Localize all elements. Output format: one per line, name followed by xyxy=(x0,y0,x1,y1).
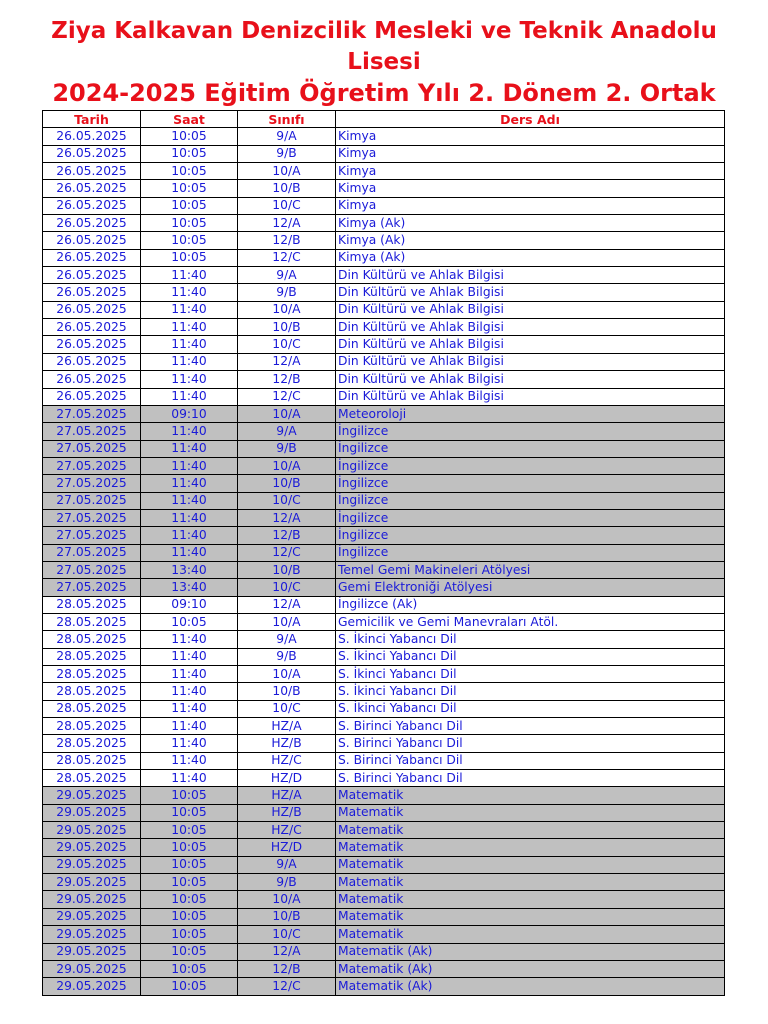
cell-class: 10/A xyxy=(238,613,336,630)
cell-class: 10/B xyxy=(238,561,336,578)
cell-date: 27.05.2025 xyxy=(43,509,141,526)
cell-date: 28.05.2025 xyxy=(43,596,141,613)
table-row xyxy=(43,509,725,526)
cell-date: 26.05.2025 xyxy=(43,353,141,370)
cell-date: 29.05.2025 xyxy=(43,787,141,804)
table-row xyxy=(43,908,725,925)
cell-time: 11:40 xyxy=(141,353,238,370)
cell-date: 27.05.2025 xyxy=(43,440,141,457)
cell-time: 11:40 xyxy=(141,336,238,353)
table-row xyxy=(43,683,725,700)
cell-time: 11:40 xyxy=(141,492,238,509)
table-row xyxy=(43,371,725,388)
cell-class: 10/A xyxy=(238,666,336,683)
cell-course: Matematik xyxy=(336,822,725,839)
header-time: Saat xyxy=(141,111,238,128)
cell-time: 10:05 xyxy=(141,874,238,891)
cell-class: 9/B xyxy=(238,648,336,665)
cell-time: 11:40 xyxy=(141,267,238,284)
table-row xyxy=(43,561,725,578)
cell-class: 10/C xyxy=(238,579,336,596)
table-row xyxy=(43,405,725,422)
cell-time: 11:40 xyxy=(141,683,238,700)
cell-course: Matematik xyxy=(336,926,725,943)
cell-date: 28.05.2025 xyxy=(43,666,141,683)
cell-class: 12/C xyxy=(238,388,336,405)
cell-date: 29.05.2025 xyxy=(43,822,141,839)
cell-date: 27.05.2025 xyxy=(43,423,141,440)
cell-date: 26.05.2025 xyxy=(43,249,141,266)
cell-course: İngilizce xyxy=(336,509,725,526)
cell-course: Matematik (Ak) xyxy=(336,978,725,995)
cell-course: Din Kültürü ve Ahlak Bilgisi xyxy=(336,353,725,370)
cell-course: Matematik xyxy=(336,804,725,821)
cell-time: 11:40 xyxy=(141,770,238,787)
cell-course: İngilizce xyxy=(336,440,725,457)
cell-time: 10:05 xyxy=(141,978,238,995)
cell-date: 26.05.2025 xyxy=(43,371,141,388)
cell-course: Gemi Elektroniği Atölyesi xyxy=(336,579,725,596)
cell-time: 11:40 xyxy=(141,752,238,769)
cell-class: 10/A xyxy=(238,891,336,908)
cell-time: 11:40 xyxy=(141,475,238,492)
cell-class: HZ/D xyxy=(238,770,336,787)
cell-class: 9/A xyxy=(238,631,336,648)
table-row xyxy=(43,960,725,977)
cell-time: 11:40 xyxy=(141,718,238,735)
table-row xyxy=(43,891,725,908)
cell-course: Matematik xyxy=(336,874,725,891)
cell-course: Kimya xyxy=(336,163,725,180)
cell-time: 11:40 xyxy=(141,631,238,648)
cell-class: HZ/A xyxy=(238,787,336,804)
cell-course: Kimya (Ak) xyxy=(336,232,725,249)
table-row xyxy=(43,180,725,197)
exam-schedule-table xyxy=(42,110,725,996)
table-row xyxy=(43,666,725,683)
cell-course: Matematik xyxy=(336,856,725,873)
cell-time: 11:40 xyxy=(141,527,238,544)
cell-date: 29.05.2025 xyxy=(43,804,141,821)
table-row xyxy=(43,319,725,336)
cell-class: 12/C xyxy=(238,249,336,266)
cell-class: 9/B xyxy=(238,145,336,162)
cell-date: 29.05.2025 xyxy=(43,908,141,925)
cell-time: 11:40 xyxy=(141,423,238,440)
cell-class: 10/A xyxy=(238,301,336,318)
cell-date: 26.05.2025 xyxy=(43,284,141,301)
cell-date: 27.05.2025 xyxy=(43,544,141,561)
cell-course: Matematik (Ak) xyxy=(336,960,725,977)
cell-date: 26.05.2025 xyxy=(43,128,141,145)
table-row xyxy=(43,336,725,353)
cell-class: HZ/C xyxy=(238,822,336,839)
cell-course: Meteoroloji xyxy=(336,405,725,422)
cell-date: 28.05.2025 xyxy=(43,718,141,735)
cell-class: 10/B xyxy=(238,475,336,492)
table-row xyxy=(43,197,725,214)
table-row xyxy=(43,752,725,769)
cell-course: S. İkinci Yabancı Dil xyxy=(336,683,725,700)
cell-date: 26.05.2025 xyxy=(43,163,141,180)
table-row xyxy=(43,457,725,474)
cell-class: 9/A xyxy=(238,267,336,284)
cell-class: 10/B xyxy=(238,908,336,925)
table-row xyxy=(43,770,725,787)
cell-class: 10/B xyxy=(238,180,336,197)
cell-class: 9/B xyxy=(238,440,336,457)
cell-course: Gemicilik ve Gemi Manevraları Atöl. xyxy=(336,613,725,630)
cell-date: 28.05.2025 xyxy=(43,631,141,648)
cell-class: 12/B xyxy=(238,527,336,544)
cell-course: İngilizce xyxy=(336,544,725,561)
cell-course: S. İkinci Yabancı Dil xyxy=(336,700,725,717)
cell-course: Matematik xyxy=(336,891,725,908)
table-row xyxy=(43,353,725,370)
cell-time: 10:05 xyxy=(141,180,238,197)
table-row xyxy=(43,856,725,873)
cell-date: 28.05.2025 xyxy=(43,700,141,717)
cell-time: 11:40 xyxy=(141,457,238,474)
cell-date: 29.05.2025 xyxy=(43,839,141,856)
cell-date: 28.05.2025 xyxy=(43,683,141,700)
cell-course: S. Birinci Yabancı Dil xyxy=(336,718,725,735)
cell-course: S. Birinci Yabancı Dil xyxy=(336,752,725,769)
cell-time: 11:40 xyxy=(141,544,238,561)
cell-time: 10:05 xyxy=(141,215,238,232)
cell-class: 10/B xyxy=(238,683,336,700)
cell-course: S. Birinci Yabancı Dil xyxy=(336,770,725,787)
cell-course: İngilizce xyxy=(336,492,725,509)
table-row xyxy=(43,475,725,492)
cell-class: 12/B xyxy=(238,960,336,977)
cell-time: 10:05 xyxy=(141,891,238,908)
table-body xyxy=(43,128,725,995)
cell-class: 10/B xyxy=(238,319,336,336)
table-row xyxy=(43,943,725,960)
header-row xyxy=(43,111,725,128)
cell-date: 28.05.2025 xyxy=(43,648,141,665)
table-row xyxy=(43,822,725,839)
cell-time: 10:05 xyxy=(141,926,238,943)
cell-time: 11:40 xyxy=(141,371,238,388)
cell-date: 29.05.2025 xyxy=(43,926,141,943)
cell-time: 11:40 xyxy=(141,666,238,683)
cell-course: Kimya xyxy=(336,128,725,145)
cell-class: HZ/B xyxy=(238,735,336,752)
header-course: Ders Adı xyxy=(336,111,725,128)
table-row xyxy=(43,492,725,509)
cell-course: Matematik (Ak) xyxy=(336,943,725,960)
cell-class: 10/A xyxy=(238,457,336,474)
cell-date: 29.05.2025 xyxy=(43,874,141,891)
table-row xyxy=(43,839,725,856)
header-class: Sınıfı xyxy=(238,111,336,128)
cell-course: S. İkinci Yabancı Dil xyxy=(336,648,725,665)
cell-time: 10:05 xyxy=(141,163,238,180)
cell-course: Kimya xyxy=(336,197,725,214)
table-row xyxy=(43,215,725,232)
cell-date: 29.05.2025 xyxy=(43,891,141,908)
cell-time: 11:40 xyxy=(141,388,238,405)
table-row xyxy=(43,163,725,180)
cell-course: İngilizce xyxy=(336,475,725,492)
cell-course: Din Kültürü ve Ahlak Bilgisi xyxy=(336,284,725,301)
cell-date: 26.05.2025 xyxy=(43,197,141,214)
cell-class: 9/B xyxy=(238,874,336,891)
cell-date: 29.05.2025 xyxy=(43,943,141,960)
table-row xyxy=(43,631,725,648)
cell-time: 10:05 xyxy=(141,232,238,249)
table-row xyxy=(43,648,725,665)
cell-class: HZ/D xyxy=(238,839,336,856)
cell-date: 27.05.2025 xyxy=(43,579,141,596)
cell-time: 10:05 xyxy=(141,145,238,162)
cell-course: Din Kültürü ve Ahlak Bilgisi xyxy=(336,371,725,388)
cell-time: 10:05 xyxy=(141,839,238,856)
cell-date: 28.05.2025 xyxy=(43,752,141,769)
cell-course: Matematik xyxy=(336,787,725,804)
cell-time: 10:05 xyxy=(141,613,238,630)
cell-course: Kimya xyxy=(336,180,725,197)
cell-course: Kimya (Ak) xyxy=(336,215,725,232)
table-row xyxy=(43,926,725,943)
cell-class: 12/A xyxy=(238,215,336,232)
cell-course: Din Kültürü ve Ahlak Bilgisi xyxy=(336,388,725,405)
cell-time: 13:40 xyxy=(141,579,238,596)
cell-class: 10/C xyxy=(238,492,336,509)
cell-course: İngilizce xyxy=(336,423,725,440)
cell-class: 9/A xyxy=(238,856,336,873)
cell-time: 10:05 xyxy=(141,856,238,873)
cell-time: 11:40 xyxy=(141,648,238,665)
cell-date: 28.05.2025 xyxy=(43,735,141,752)
cell-class: 12/B xyxy=(238,371,336,388)
cell-time: 09:10 xyxy=(141,596,238,613)
table-row xyxy=(43,423,725,440)
cell-class: 12/A xyxy=(238,596,336,613)
cell-date: 26.05.2025 xyxy=(43,232,141,249)
cell-time: 11:40 xyxy=(141,700,238,717)
table-row xyxy=(43,301,725,318)
cell-course: S. İkinci Yabancı Dil xyxy=(336,631,725,648)
cell-class: 12/A xyxy=(238,509,336,526)
table-row xyxy=(43,544,725,561)
cell-class: 10/A xyxy=(238,163,336,180)
cell-course: Din Kültürü ve Ahlak Bilgisi xyxy=(336,319,725,336)
table-row xyxy=(43,579,725,596)
cell-date: 29.05.2025 xyxy=(43,960,141,977)
page-title-line2: Lisesi xyxy=(347,49,421,75)
cell-date: 26.05.2025 xyxy=(43,301,141,318)
cell-course: Kimya (Ak) xyxy=(336,249,725,266)
cell-date: 27.05.2025 xyxy=(43,492,141,509)
table-row xyxy=(43,284,725,301)
table-row xyxy=(43,145,725,162)
cell-class: 9/A xyxy=(238,128,336,145)
table-row xyxy=(43,232,725,249)
cell-course: S. İkinci Yabancı Dil xyxy=(336,666,725,683)
cell-date: 27.05.2025 xyxy=(43,405,141,422)
cell-time: 10:05 xyxy=(141,943,238,960)
cell-date: 26.05.2025 xyxy=(43,319,141,336)
cell-class: 10/C xyxy=(238,336,336,353)
table-row xyxy=(43,874,725,891)
cell-class: 9/B xyxy=(238,284,336,301)
cell-time: 10:05 xyxy=(141,197,238,214)
table-row xyxy=(43,440,725,457)
cell-class: 12/B xyxy=(238,232,336,249)
cell-date: 26.05.2025 xyxy=(43,145,141,162)
page-title-line1: Ziya Kalkavan Denizcilik Mesleki ve Teknik Anadolu xyxy=(51,18,717,44)
cell-date: 26.05.2025 xyxy=(43,180,141,197)
table-row xyxy=(43,613,725,630)
cell-time: 11:40 xyxy=(141,284,238,301)
cell-course: Temel Gemi Makineleri Atölyesi xyxy=(336,561,725,578)
cell-time: 13:40 xyxy=(141,561,238,578)
cell-class: 10/C xyxy=(238,926,336,943)
cell-date: 26.05.2025 xyxy=(43,388,141,405)
table-row xyxy=(43,596,725,613)
cell-time: 11:40 xyxy=(141,440,238,457)
cell-date: 27.05.2025 xyxy=(43,527,141,544)
page-subtitle: 2024-2025 Eğitim Öğretim Yılı 2. Dönem 2. Ortak xyxy=(52,79,716,107)
cell-date: 28.05.2025 xyxy=(43,613,141,630)
cell-course: Din Kültürü ve Ahlak Bilgisi xyxy=(336,336,725,353)
cell-course: Matematik xyxy=(336,839,725,856)
cell-course: İngilizce (Ak) xyxy=(336,596,725,613)
cell-date: 26.05.2025 xyxy=(43,267,141,284)
table-row xyxy=(43,718,725,735)
cell-date: 28.05.2025 xyxy=(43,770,141,787)
cell-course: Din Kültürü ve Ahlak Bilgisi xyxy=(336,267,725,284)
cell-time: 11:40 xyxy=(141,509,238,526)
cell-class: 9/A xyxy=(238,423,336,440)
cell-class: HZ/A xyxy=(238,718,336,735)
cell-course: S. Birinci Yabancı Dil xyxy=(336,735,725,752)
cell-date: 29.05.2025 xyxy=(43,856,141,873)
cell-course: Kimya xyxy=(336,145,725,162)
cell-date: 27.05.2025 xyxy=(43,457,141,474)
cell-time: 10:05 xyxy=(141,128,238,145)
cell-course: Matematik xyxy=(336,908,725,925)
cell-time: 10:05 xyxy=(141,960,238,977)
table-row xyxy=(43,249,725,266)
cell-time: 11:40 xyxy=(141,319,238,336)
table-row xyxy=(43,527,725,544)
cell-time: 10:05 xyxy=(141,249,238,266)
cell-date: 26.05.2025 xyxy=(43,336,141,353)
cell-class: 10/A xyxy=(238,405,336,422)
cell-class: 10/C xyxy=(238,700,336,717)
cell-date: 26.05.2025 xyxy=(43,215,141,232)
cell-course: İngilizce xyxy=(336,457,725,474)
cell-date: 29.05.2025 xyxy=(43,978,141,995)
table-row xyxy=(43,388,725,405)
table-row xyxy=(43,267,725,284)
cell-time: 10:05 xyxy=(141,822,238,839)
cell-course: Din Kültürü ve Ahlak Bilgisi xyxy=(336,301,725,318)
table-row xyxy=(43,804,725,821)
cell-time: 10:05 xyxy=(141,908,238,925)
cell-date: 27.05.2025 xyxy=(43,475,141,492)
table-row xyxy=(43,700,725,717)
cell-time: 10:05 xyxy=(141,804,238,821)
cell-class: 12/C xyxy=(238,544,336,561)
table-row xyxy=(43,978,725,995)
cell-class: HZ/C xyxy=(238,752,336,769)
table-row xyxy=(43,787,725,804)
table-row xyxy=(43,128,725,145)
cell-time: 10:05 xyxy=(141,787,238,804)
cell-time: 09:10 xyxy=(141,405,238,422)
cell-class: 12/A xyxy=(238,943,336,960)
table-row xyxy=(43,735,725,752)
header-date: Tarih xyxy=(43,111,141,128)
cell-time: 11:40 xyxy=(141,735,238,752)
cell-date: 27.05.2025 xyxy=(43,561,141,578)
cell-time: 11:40 xyxy=(141,301,238,318)
cell-course: İngilizce xyxy=(336,527,725,544)
cell-class: 12/A xyxy=(238,353,336,370)
cell-class: 10/C xyxy=(238,197,336,214)
cell-class: 12/C xyxy=(238,978,336,995)
cell-class: HZ/B xyxy=(238,804,336,821)
